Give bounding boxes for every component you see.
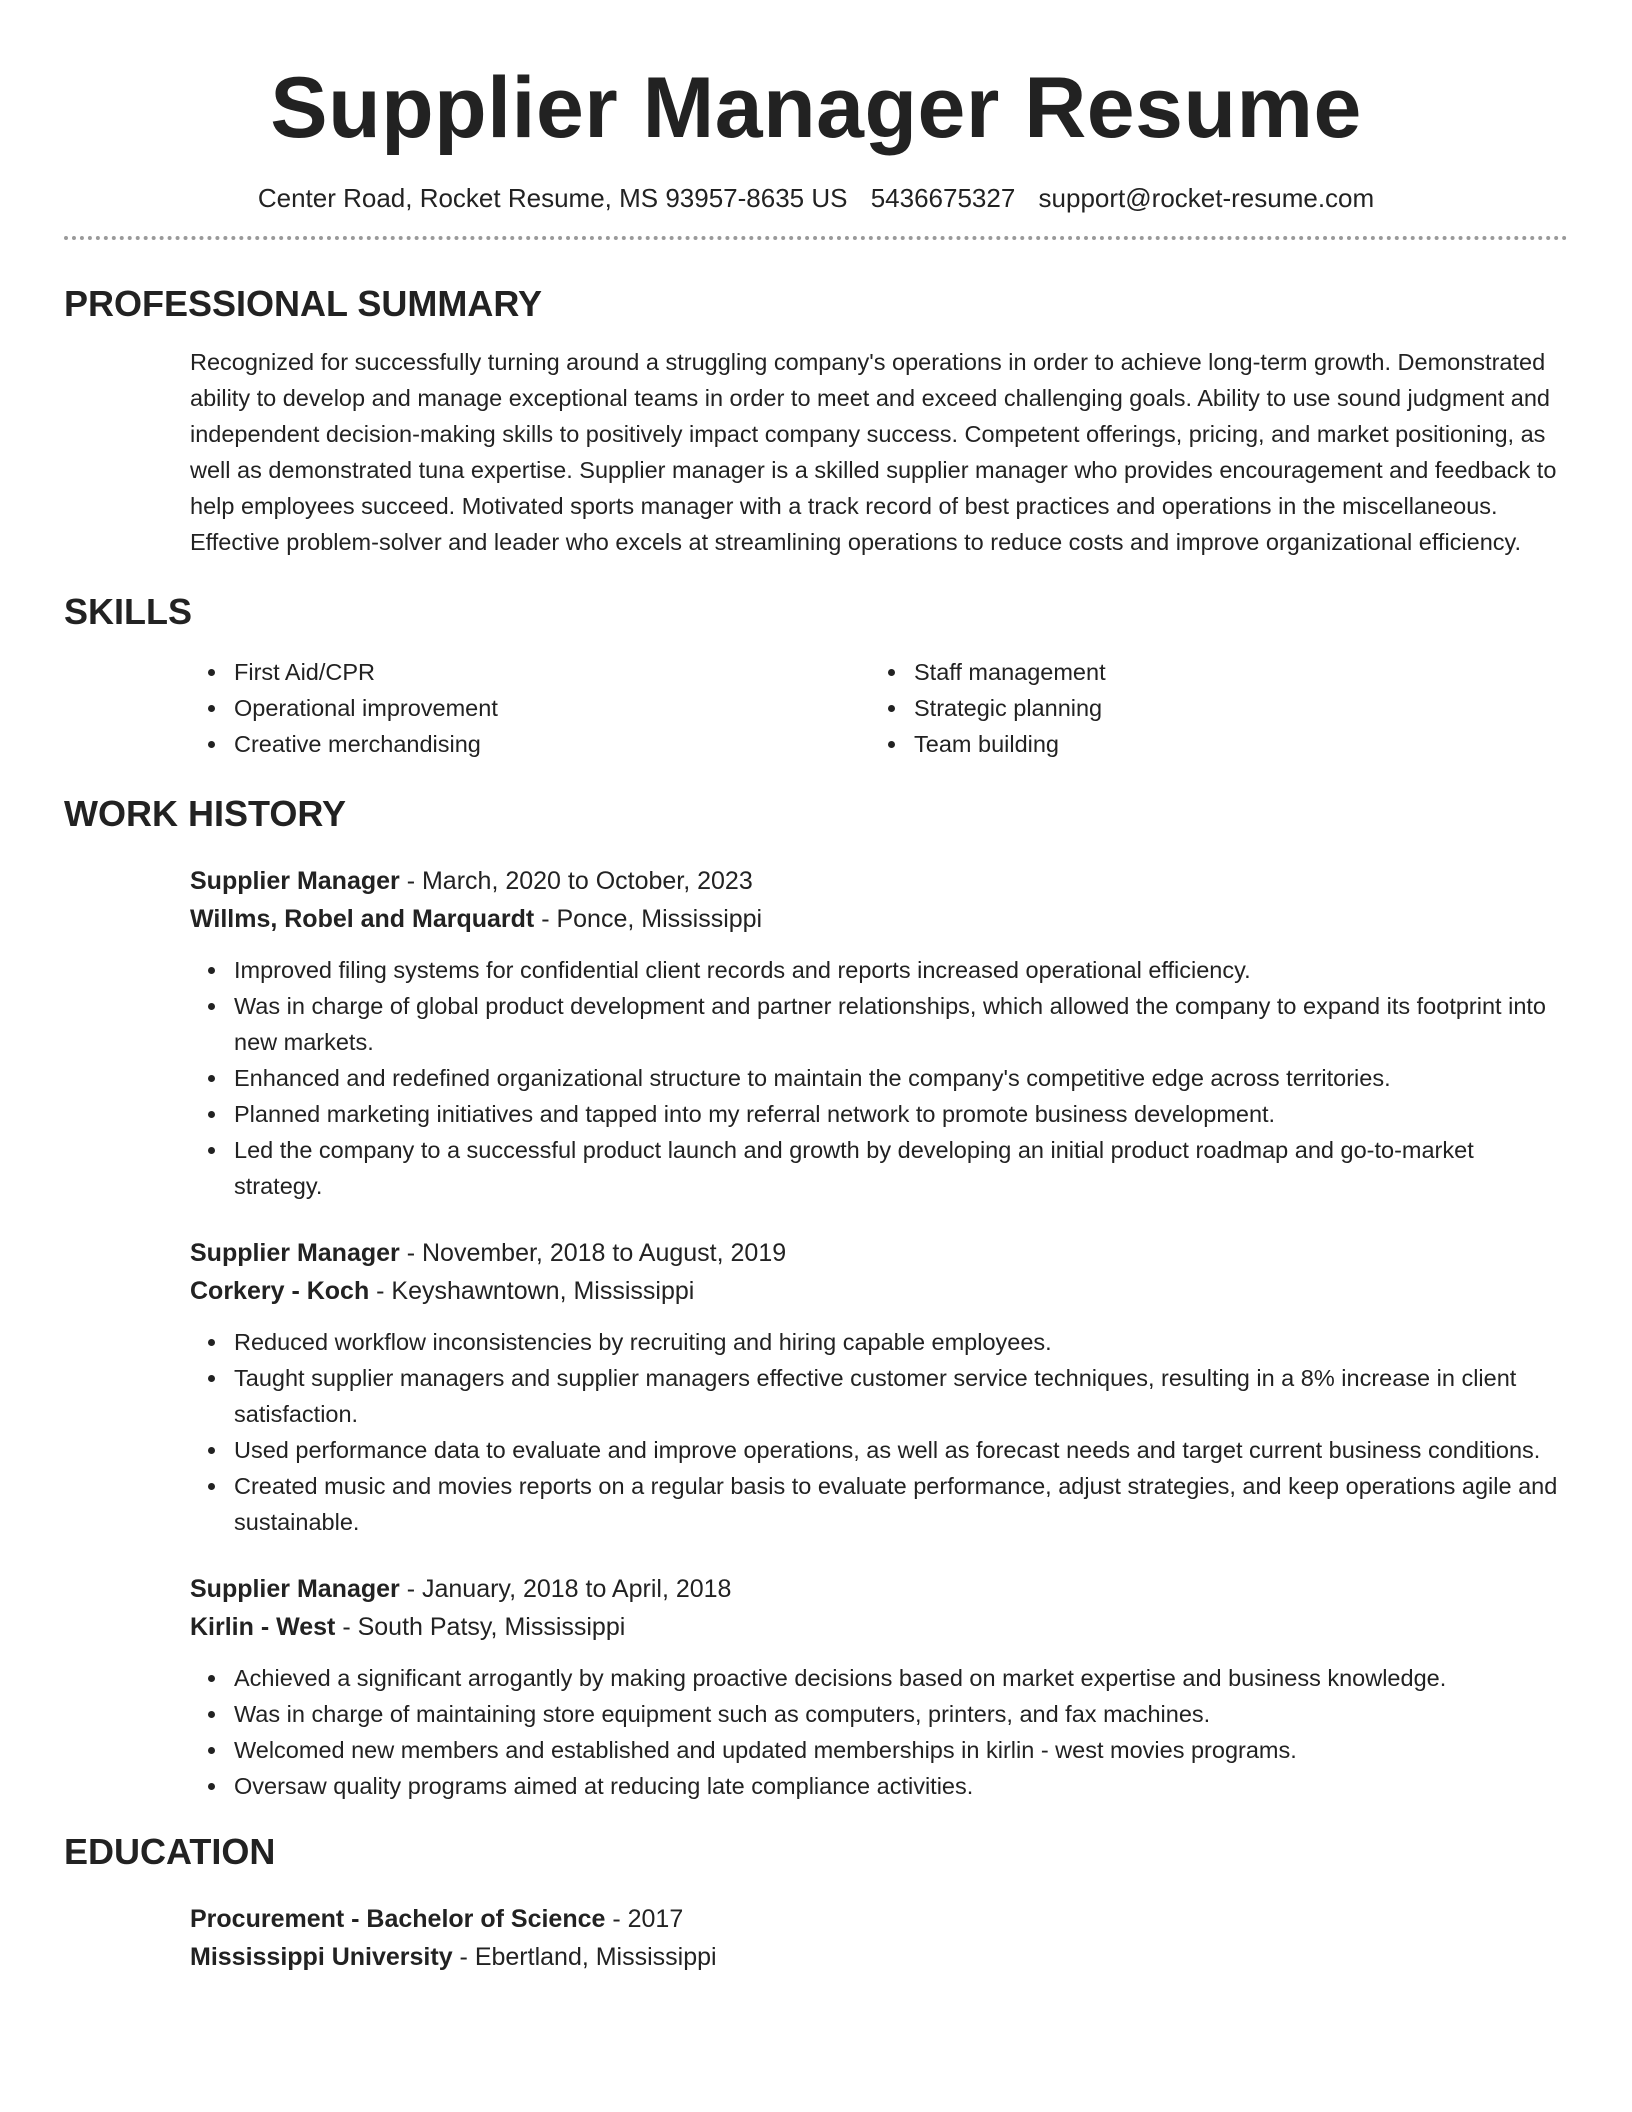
job-company-line <box>190 900 1568 938</box>
job-bullet: Oversaw quality programs aimed at reducing late compliance activities. <box>234 1768 1568 1804</box>
skill-item: First Aid/CPR <box>234 654 870 690</box>
job-title: Supplier Manager <box>190 1239 400 1267</box>
education-school-line <box>190 1938 1568 1976</box>
contact-line <box>64 180 1568 216</box>
job-dates: - March, 2020 to October, 2023 <box>399 867 753 895</box>
skill-item: Staff management <box>914 654 1550 690</box>
education-section <box>64 1830 1568 1976</box>
job-bullet: Used performance data to evaluate and improve operations, as well as forecast needs and target current business conditions. <box>234 1432 1568 1468</box>
contact-address: Center Road, Rocket Resume, MS 93957-8635 US <box>257 183 848 213</box>
education-year: - 2017 <box>605 1905 684 1933</box>
job-company-line <box>190 1272 1568 1310</box>
skills-section <box>64 590 1568 762</box>
job-bullet: Achieved a significant arrogantly by making proactive decisions based on market expertise and business knowledge. <box>234 1660 1568 1696</box>
skills-column-left <box>190 654 870 762</box>
skill-item: Strategic planning <box>914 690 1550 726</box>
job-entry <box>190 1234 1568 1540</box>
job-bullets <box>190 952 1568 1204</box>
education-degree-line <box>190 1900 1568 1938</box>
education-location: - Ebertland, Mississippi <box>452 1943 717 1971</box>
resume-title: Supplier Manager Resume <box>270 60 1362 156</box>
job-bullet: Reduced workflow inconsistencies by recruiting and hiring capable employees. <box>234 1324 1568 1360</box>
job-location: - South Patsy, Mississippi <box>335 1613 626 1641</box>
job-bullet: Created music and movies reports on a regular basis to evaluate performance, adjust strategies, and keep operations agile and sustainable. <box>234 1468 1568 1540</box>
job-title: Supplier Manager <box>190 1575 400 1603</box>
skills-list <box>190 654 1568 762</box>
job-location: - Keyshawntown, Mississippi <box>369 1277 695 1305</box>
job-title-line <box>190 862 1568 900</box>
job-entry <box>190 1570 1568 1804</box>
job-dates: - January, 2018 to April, 2018 <box>399 1575 732 1603</box>
summary-text: Recognized for successfully turning around a struggling company's operations in order to achieve long-term growth. Demonstrated ability to develop and manage exceptional teams in order to meet and exceed challenging goals. Ability to use sound judgment and independent decision-making skills to positively impact company success. Competent offerings, pricing, and market positioning, as well as demonstrated tuna expertise. Supplier manager is a skilled supplier manager who provides encouragement and feedback to help employees succeed. Motivated sports manager with a track record of best practices and operations in the miscellaneous. Effective problem-solver and leader who excels at streamlining operations to reduce costs and improve organizational efficiency. <box>190 349 1557 555</box>
job-bullet: Was in charge of maintaining store equipment such as computers, printers, and fax machines. <box>234 1696 1568 1732</box>
skill-item: Creative merchandising <box>234 726 870 762</box>
job-bullet: Planned marketing initiatives and tapped into my referral network to promote business development. <box>234 1096 1568 1132</box>
job-company: Willms, Robel and Marquardt <box>190 905 535 933</box>
skills-heading: SKILLS <box>64 591 193 632</box>
contact-phone: 5436675327 <box>870 183 1016 213</box>
job-bullet: Enhanced and redefined organizational structure to maintain the company's competitive edge across territories. <box>234 1060 1568 1096</box>
summary-section <box>64 282 1568 560</box>
job-bullets <box>190 1324 1568 1540</box>
contact-email: support@rocket-resume.com <box>1038 183 1375 213</box>
job-bullet: Welcomed new members and established and updated memberships in kirlin - west movies programs. <box>234 1732 1568 1768</box>
job-title-line <box>190 1570 1568 1608</box>
header-divider <box>64 236 1568 240</box>
job-company-line <box>190 1608 1568 1646</box>
job-entry <box>190 862 1568 1204</box>
education-heading: EDUCATION <box>64 1831 276 1872</box>
education-entry <box>190 1900 1568 1976</box>
skills-column-right <box>870 654 1550 762</box>
job-bullet: Improved filing systems for confidential client records and reports increased operational efficiency. <box>234 952 1568 988</box>
skill-item: Operational improvement <box>234 690 870 726</box>
job-company: Corkery - Koch <box>190 1277 370 1305</box>
job-dates: - November, 2018 to August, 2019 <box>399 1239 787 1267</box>
job-bullet: Taught supplier managers and supplier managers effective customer service techniques, resulting in a 8% increase in client satisfaction. <box>234 1360 1568 1432</box>
work-history-section <box>64 792 1568 1804</box>
job-company: Kirlin - West <box>190 1613 336 1641</box>
skill-item: Team building <box>914 726 1550 762</box>
job-title-line <box>190 1234 1568 1272</box>
job-location: - Ponce, Mississippi <box>534 905 763 933</box>
job-bullet: Led the company to a successful product launch and growth by developing an initial product roadmap and go-to-market strategy. <box>234 1132 1568 1204</box>
work-history-heading: WORK HISTORY <box>64 793 347 834</box>
resume-page <box>64 0 1568 1976</box>
job-bullet: Was in charge of global product development and partner relationships, which allowed the company to expand its footprint into new markets. <box>234 988 1568 1060</box>
job-bullets <box>190 1660 1568 1804</box>
education-school: Mississippi University <box>190 1943 453 1971</box>
education-degree: Procurement - Bachelor of Science <box>190 1905 606 1933</box>
job-title: Supplier Manager <box>190 867 400 895</box>
summary-heading: PROFESSIONAL SUMMARY <box>64 283 543 324</box>
